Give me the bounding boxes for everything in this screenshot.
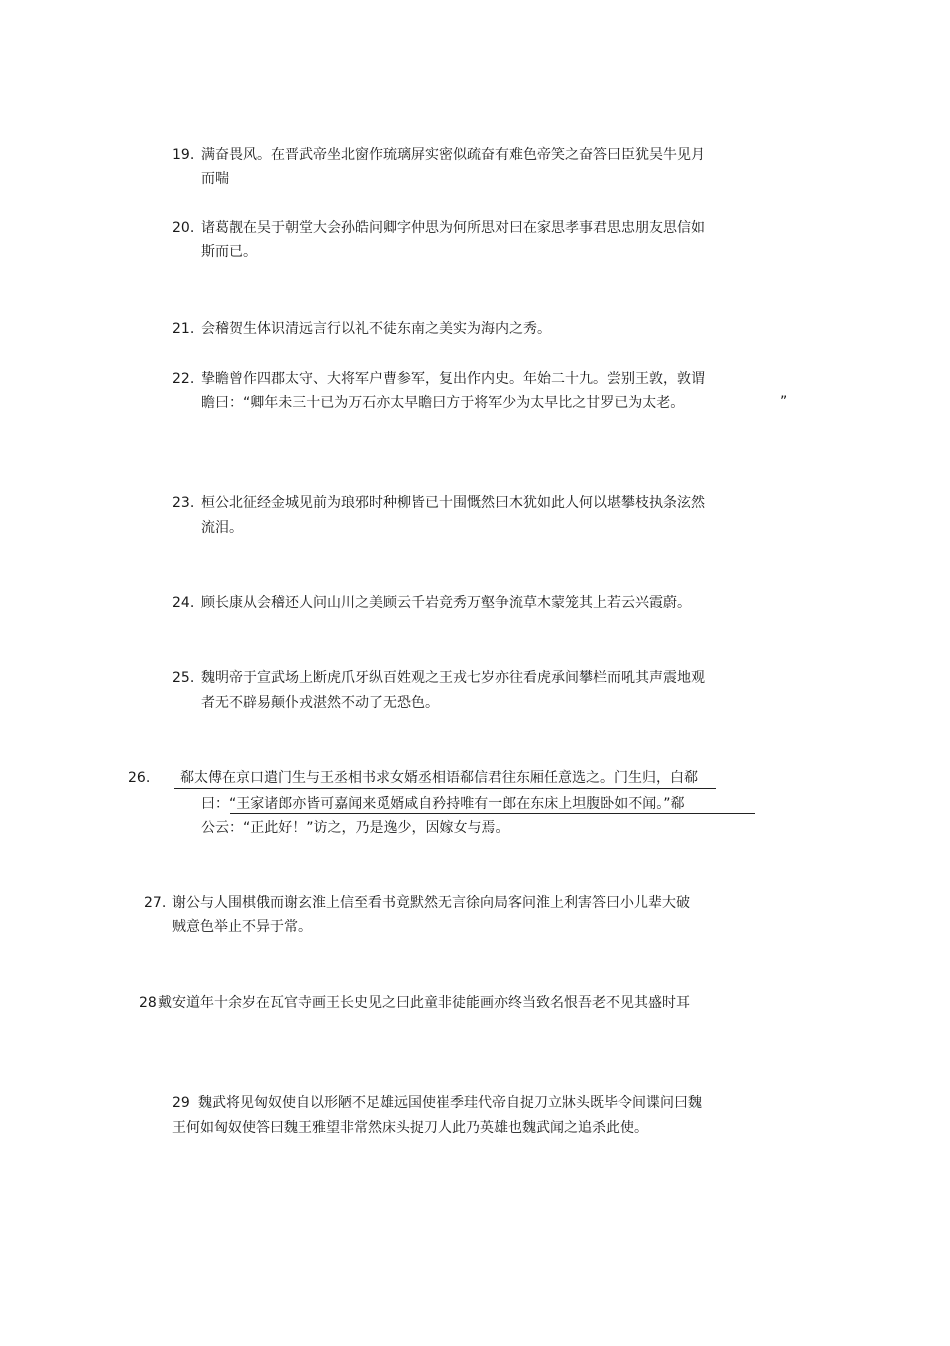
item-number: 23. [172,495,195,511]
item-number: 24. [172,595,195,611]
item-text-line: 谢公与人围棋俄而谢玄淮上信至看书竟默然无言徐向局客问淮上利害答曰小儿辈大破 [172,895,690,911]
trailing-quote: ” [780,394,788,410]
item-number: 27. [144,895,167,911]
item-text-line: 王何如匈奴使答曰魏王雅望非常然床头捉刀人此乃英雄也魏武闻之追杀此使。 [172,1120,648,1136]
item-number: 21. [172,321,195,337]
item-number: 26. [128,770,151,786]
item-text-line: 者无不辟易颠仆戎湛然不动了无恐色。 [201,695,439,711]
item-text-line: 满奋畏风。在晋武帝坐北窗作琉璃屏实密似疏奋有难色帝笑之奋答曰臣犹吴牛见月 [201,147,705,163]
item-number: 29 [172,1095,190,1111]
item-text-line: 魏明帝于宣武场上断虎爪牙纵百姓观之王戎七岁亦往看虎承间攀栏而吼其声震地观 [201,670,705,686]
item-text-line: 诸葛靓在吴于朝堂大会孙皓问卿字仲思为何所思对曰在家思孝事君思忠朋友思信如 [201,220,705,236]
item-text-line: 流泪。 [201,520,243,536]
item-number: 20. [172,220,195,236]
item-text-line: 会稽贺生体识清远言行以礼不徒东南之美实为海内之秀。 [201,321,551,337]
item-text-line: 贼意色举止不异于常。 [172,919,312,935]
item-text-line: 瞻曰：“卿年未三十已为万石亦太早瞻曰方于将军少为太早比之甘罗已为太老。 [201,395,685,411]
item-number: 25. [172,670,195,686]
item-text-line: 戴安道年十余岁在瓦官寺画王长史见之曰此童非徒能画亦终当致名恨吾老不见其盛时耳 [158,995,690,1011]
item-text-line: 顾长康从会稽还人问山川之美顾云千岩竞秀万壑争流草木蒙笼其上若云兴霞蔚。 [201,595,691,611]
item-text-line: 而喘 [201,171,229,187]
item-text-line: 斯而已。 [201,244,257,260]
item-text-line: 曰：“王家诸郎亦皆可嘉闻来觅婿咸自矜持唯有一郎在东床上坦腹卧如不闻。”郗 [201,796,685,812]
underline-rule [230,813,755,814]
underline-rule [174,788,716,789]
item-number: 19. [172,147,195,163]
item-text-line: 桓公北征经金城见前为琅邪时种柳皆已十围慨然曰木犹如此人何以堪攀枝执条泫然 [201,495,705,511]
item-text-line: 郗太傅在京口遣门生与王丞相书求女婿丞相语郗信君往东厢任意选之。门生归，白郗 [180,770,698,786]
item-text-line: 魏武将见匈奴使自以形陋不足雄远国使崔季珪代帝自捉刀立牀头既毕令间谍问曰魏 [198,1095,702,1111]
item-number: 28 [139,995,157,1011]
item-number: 22. [172,371,195,387]
item-text-line: 挚瞻曾作四郡太守、大将军户曹参军，复出作内史。年始二十九。尝别王敦，敦谓 [201,371,705,387]
item-text-line: 公云：“正此好！”访之，乃是逸少，因嫁女与焉。 [201,820,510,836]
